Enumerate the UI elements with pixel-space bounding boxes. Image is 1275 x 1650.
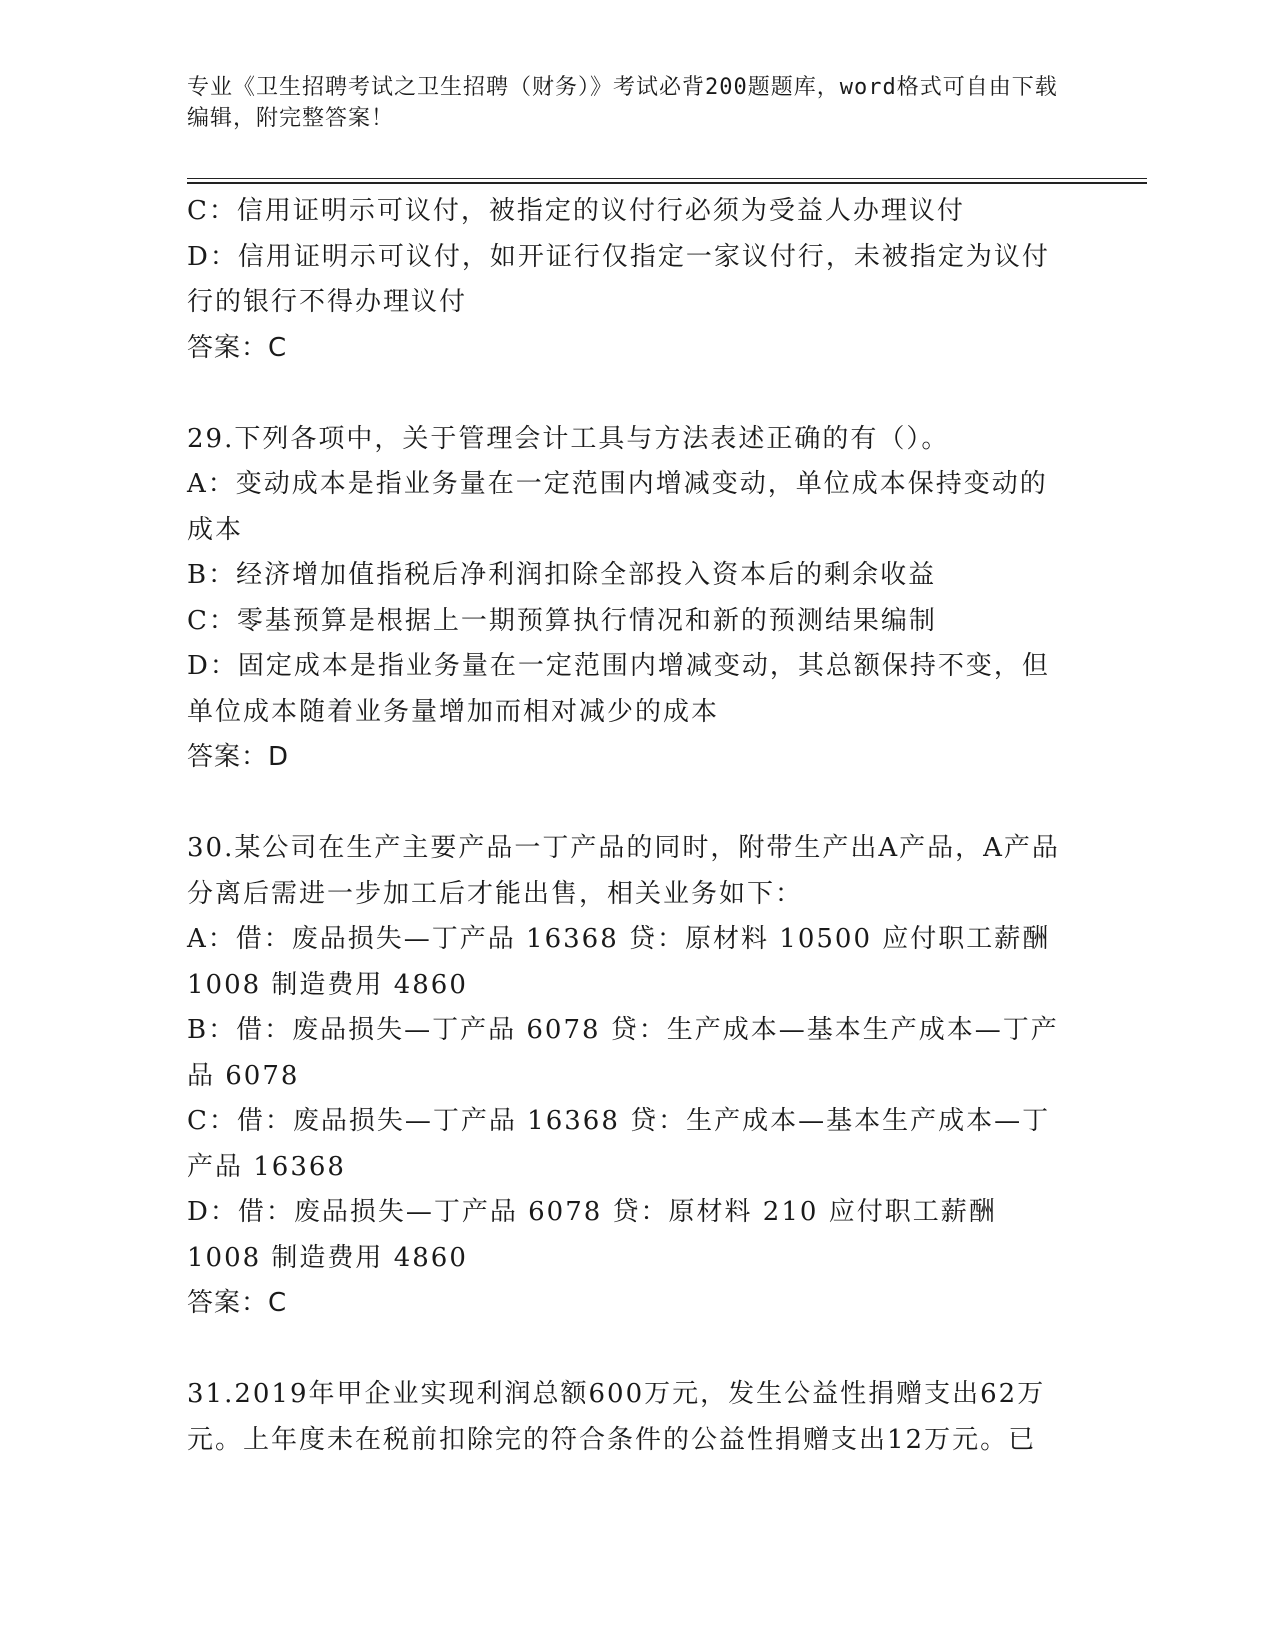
spacer bbox=[187, 781, 1067, 827]
q30-option-b: B：借：废品损失—丁产品 6078 贷：生产成本—基本生产成本—丁产品 6078 bbox=[187, 1015, 1059, 1091]
header-divider-thin bbox=[187, 178, 1147, 179]
q30-option-d: D：借：废品损失—丁产品 6078 贷：原材料 210 应付职工薪酬 1008 制造费用 4860 bbox=[187, 1197, 1007, 1273]
q31-stem: 31.2019年甲企业实现利润总额600万元，发生公益性捐赠支出62万元。上年度未在税前扣除完的符合条件的公益性捐赠支出12万元。已 bbox=[187, 1379, 1046, 1455]
prev-option-c: C：信用证明示可议付，被指定的议付行必须为受益人办理议付 bbox=[187, 196, 965, 226]
q30-option-a: A：借：废品损失—丁产品 16368 贷：原材料 10500 应付职工薪酬 1008 制造费用 4860 bbox=[187, 924, 1061, 1000]
q29-option-c: C：零基预算是根据上一期预算执行情况和新的预测结果编制 bbox=[187, 605, 937, 636]
q29-stem: 29.下列各项中，关于管理会计工具与方法表述正确的有（）。 bbox=[187, 423, 950, 454]
prev-answer: 答案：C bbox=[187, 332, 288, 363]
q29-option-b: B：经济增加值指税后净利润扣除全部投入资本后的剩余收益 bbox=[187, 560, 937, 590]
q30-stem: 30.某公司在生产主要产品一丁产品的同时，附带生产出A产品，A产品分离后需进一步加工后才能出售，相关业务如下： bbox=[187, 833, 1060, 909]
spacer bbox=[187, 371, 1067, 417]
q29-answer: 答案：D bbox=[187, 742, 290, 772]
prev-option-d: D：信用证明示可议付，如开证行仅指定一家议付行，未被指定为议付行的银行不得办理议付 bbox=[187, 241, 1050, 317]
question-content bbox=[187, 189, 1067, 1463]
q30-answer: 答案：C bbox=[187, 1288, 288, 1318]
q29-option-d: D：固定成本是指业务量在一定范围内增减变动，其总额保持不变，但单位成本随着业务量增加而相对减少的成本 bbox=[187, 651, 1050, 727]
q30-option-c: C：借：废品损失—丁产品 16368 贷：生产成本—基本生产成本—丁产品 16368 bbox=[187, 1106, 1051, 1182]
header-divider-thick bbox=[187, 182, 1147, 184]
document-header: 专业《卫生招聘考试之卫生招聘（财务）》考试必背200题题库，word格式可自由下载编辑，附完整答案！ bbox=[187, 75, 1058, 131]
spacer bbox=[187, 1327, 1067, 1373]
q29-option-a: A：变动成本是指业务量在一定范围内增减变动，单位成本保持变动的成本 bbox=[187, 469, 1048, 545]
